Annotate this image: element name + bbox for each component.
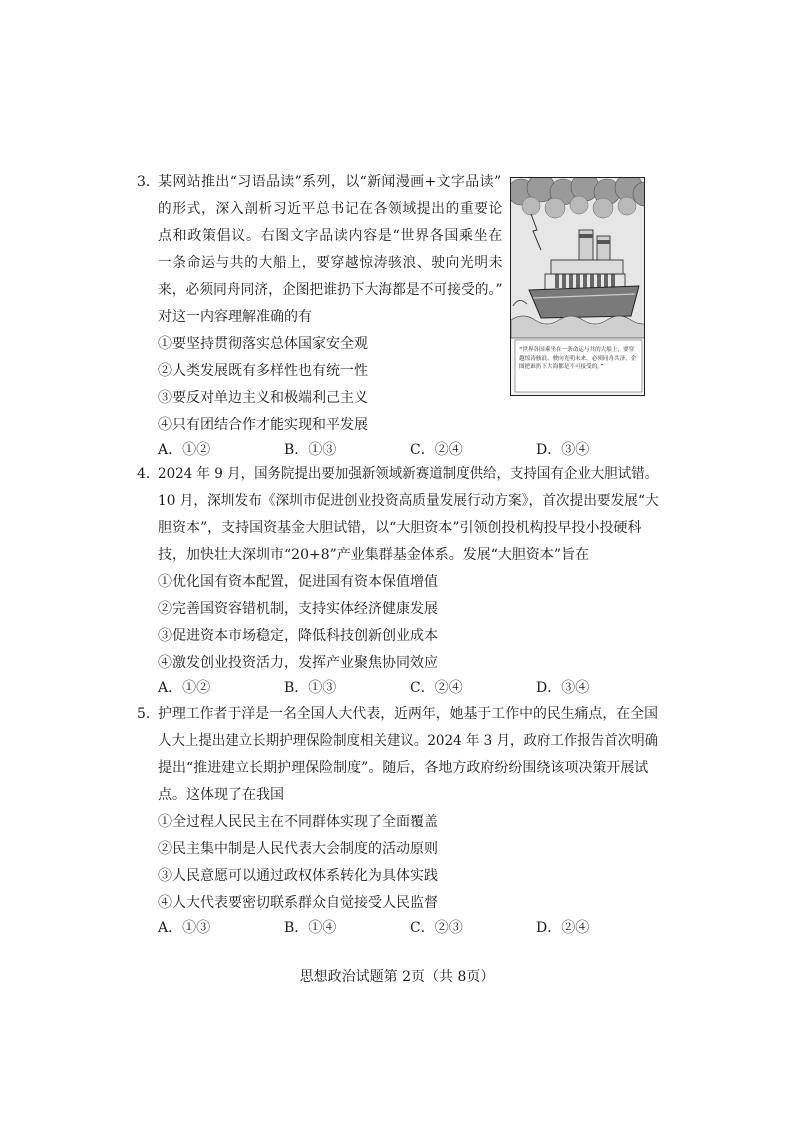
q3-line-5: 来，必须同舟同济，企图把谁扔下大海都是不可接受的。”: [158, 282, 503, 298]
question-3-number: 3．: [137, 174, 160, 190]
q3-statement-2: ②人类发展既有多样性也有统一性: [158, 363, 368, 379]
q4-statement-3: ③促进资本市场稳定，降低科技创新创业成本: [158, 628, 438, 644]
q4-statement-4: ④激发创业投资活力，发挥产业聚焦协同效应: [158, 655, 438, 671]
ship-cartoon-image: [510, 177, 645, 396]
q4-line-4: 技，加快壮大深圳市“20+8”产业集群基金体系。发展“大胆资本”旨在: [158, 547, 590, 563]
q5-option-d[interactable]: D．②④: [536, 920, 590, 936]
q5-line-3: 提出“推进建立长期护理保险制度”。随后，各地方政府纷纷围绕该项决策开展试: [158, 760, 649, 776]
q4-statement-2: ②完善国资容错机制，支持实体经济健康发展: [158, 601, 438, 617]
cartoon-caption: “世界各国乘坐在一条命运与共的大船上，要穿越惊涛骇浪、驶向光明未来，必须同舟共济，企图把谁扔下大海都是不可接受的。”: [519, 347, 637, 370]
q4-option-c[interactable]: C．②④: [410, 680, 463, 696]
q3-line-6: 对这一内容理解准确的有: [158, 309, 312, 325]
q4-option-a[interactable]: A．①②: [158, 680, 211, 696]
page-footer: 思想政治试题第 2页（共 8页）: [299, 969, 495, 985]
q4-line-1: 2024 年 9 月，国务院提出要加强新领域新赛道制度供给，支持国有企业大胆试错。: [158, 466, 659, 482]
q5-line-2: 人大上提出建立长期护理保险制度相关建议。2024 年 3 月，政府工作报告首次明确: [158, 733, 659, 749]
q3-line-2: 的形式，深入剖析习近平总书记在各领域提出的重要论: [158, 201, 504, 217]
q3-line-3: 点和政策倡议。右图文字品读内容是“世界各国乘坐在: [158, 228, 504, 244]
q3-option-a[interactable]: A．①②: [158, 442, 211, 458]
q4-option-d[interactable]: D．③④: [536, 680, 590, 696]
q3-option-c[interactable]: C．②④: [410, 442, 463, 458]
q5-statement-1: ①全过程人民民主在不同群体实现了全面覆盖: [158, 814, 438, 830]
q5-line-1: 护理工作者于洋是一名全国人大代表，近两年，她基于工作中的民生痛点，在全国: [158, 706, 658, 722]
q3-statement-4: ④只有团结合作才能实现和平发展: [158, 417, 368, 433]
q4-line-2: 10 月，深圳发布《深圳市促进创业投资高质量发展行动方案》，首次提出要发展“大: [158, 493, 659, 509]
q4-statement-1: ①优化国有资本配置，促进国有资本保值增值: [158, 574, 438, 590]
q5-statement-3: ③人民意愿可以通过政权体系转化为具体实践: [158, 868, 438, 884]
q5-option-c[interactable]: C．②③: [410, 920, 463, 936]
q5-statement-2: ②民主集中制是人民代表大会制度的活动原则: [158, 841, 438, 857]
q4-option-b[interactable]: B．①③: [284, 680, 337, 696]
question-5-number: 5．: [137, 706, 160, 722]
q4-line-3: 胆资本”，支持国资基金大胆试错，以“大胆资本”引领创投机构投早投小投硬科: [158, 520, 642, 536]
q5-line-4: 点。这体现了在我国: [158, 787, 284, 803]
q3-line-4: 一条命运与共的大船上，要穿越惊涛骇浪、驶向光明未: [158, 255, 504, 271]
q5-statement-4: ④人大代表要密切联系群众自觉接受人民监督: [158, 895, 438, 911]
q3-option-d[interactable]: D．③④: [536, 442, 590, 458]
q3-option-b[interactable]: B．①③: [284, 442, 337, 458]
q5-option-a[interactable]: A．①③: [158, 920, 211, 936]
q3-line-1: 某网站推出“习语品读”系列，以“新闻漫画+文字品读”: [158, 174, 502, 190]
question-4-number: 4．: [137, 466, 160, 482]
q3-statement-1: ①要坚持贯彻落实总体国家安全观: [158, 336, 368, 352]
q3-statement-3: ③要反对单边主义和极端利己主义: [158, 390, 368, 406]
q5-option-b[interactable]: B．①④: [284, 920, 337, 936]
